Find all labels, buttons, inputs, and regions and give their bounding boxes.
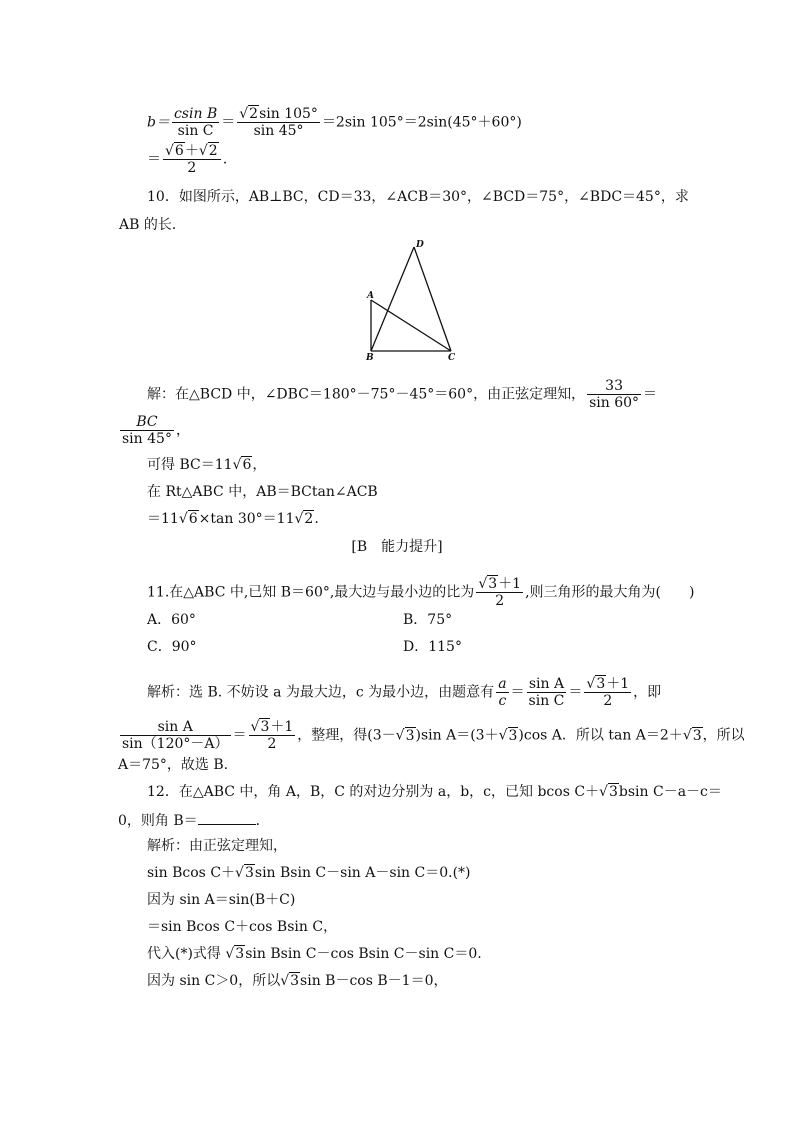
q10-solution-line3: 可得 BC＝11√6， [147,457,267,473]
q12-solution-line3: 因为 sin A＝sin(B＋C) [147,892,296,908]
q11-frac-ac: $\frac{a}{c}$ [498,676,507,709]
q9-frac2: $\frac{√2\sin 105^\circ}{\sin 45^\circ}$ [239,106,318,139]
label-b: B [366,353,374,363]
q10-frac-33: $\frac{33}{\sin 60^\circ}$ [589,378,640,411]
q11-frac-ratio: $\frac{√3+1}{2}$ [586,676,630,709]
q9-frac1: $\frac{\text{csin B}}{\text{sin C}}$ [173,106,218,139]
q10-solution-line1: 解：在△BCD 中，∠DBC＝180°－75°－45°＝60°，由正弦定理知， $\frac{33}{\sin 60^\circ}$ ＝ [147,378,658,411]
label-a: A [367,291,374,301]
q10-solution-line2: $\frac{BC}{\sin 45^\circ}$ ， [122,414,190,447]
q10-solution-line5: ＝11√6×tan 30°＝11√2. [147,511,319,527]
q11-solution-line2: $\frac{\text{sin A}}{\sin(120^\circ-A)}$ ＝ $\frac{√3+1}{2}$ ，整理，得(3－√3)sin A＝(3＋√3)cos A．所以 tan A＝2＋√3，所以 [122,719,745,752]
answer-blank[interactable] [198,810,256,825]
q12-solution-line1: 解析：由正弦定理知， [147,838,287,854]
label-c: C [448,353,456,363]
q12-stem-line2: 0，则角 B＝ ． [118,810,270,830]
section-heading-b: [B 能力提升] [351,539,443,555]
segment-dc [414,247,451,351]
q10-frac-bc: $\frac{BC}{\sin 45^\circ}$ [122,414,172,447]
q9-line1: b＝ $\frac{\text{csin B}}{\text{sin C}}$ ＝ $\frac{√2\sin 105^\circ}{\sin 45^\circ}$ ＝2sin 105°＝2sin(45°＋60°) [147,106,522,139]
q11-frac-ratio2: $\frac{√3+1}{2}$ [250,719,294,752]
label-d: D [416,240,424,250]
q10-stem-line1: 10．如图所示，AB⊥BC，CD＝33，∠ACB＝30°，∠BCD＝75°，∠BDC＝45°，求 [147,189,689,205]
q12-solution-line5: 代入(*)式得 √3sin Bsin C－cos Bsin C－sin C＝0. [147,946,482,962]
q11-frac-sin: $\frac{\text{sin A}}{\text{sin C}}$ [528,676,565,709]
q11-stem: 11.在△ABC 中,已知 B＝60°,最大边与最小边的比为 $\frac{√3+1}{2}$ ,则三角形的最大角为( ) [147,576,695,609]
q11-stem-frac: $\frac{√3+1}{2}$ [478,576,522,609]
q11-option-d: D．115° [403,639,462,655]
q11-option-a: A．60° [147,612,196,628]
q9-line2: ＝ $\frac{√6+√2}{2}$ . [147,143,228,176]
q12-solution-line4: ＝sin Bcos C＋cos Bsin C， [147,919,338,935]
segment-ac [371,300,451,351]
q10-triangle-figure [360,238,480,368]
segment-bd [371,247,414,351]
q10-solution-line4: 在 Rt△ABC 中，AB＝BCtan∠ACB [147,484,378,500]
q9-frac3: $\frac{√6+√2}{2}$ [163,143,221,176]
q11-solution-line1: 解析：选 B. 不妨设 a 为最大边，c 为最小边，由题意有 $\frac{a}{c}$ ＝ $\frac{\text{sin A}}{\text{sin C}}$ ＝ $\frac{√3+1}{2}$ ，即 [147,676,662,709]
q11-option-b: B．75° [403,612,453,628]
q11-solution-line3: A＝75°，故选 B. [118,757,229,773]
q12-solution-line2: sin Bcos C＋√3sin Bsin C－sin A－sin C＝0.(*) [147,865,471,881]
q11-option-c: C．90° [147,639,197,655]
q12-stem-line1: 12．在△ABC 中，角 A，B，C 的对边分别为 a，b，c，已知 bcos C＋√3bsin C－a－c＝ [147,784,722,800]
q10-stem-line2: AB 的长． [119,217,186,233]
q12-solution-line6: 因为 sin C＞0，所以√3sin B－cos B－1＝0， [147,973,448,989]
q11-frac-sin120: $\frac{\text{sin A}}{\sin(120^\circ-A)}$ [122,719,229,752]
